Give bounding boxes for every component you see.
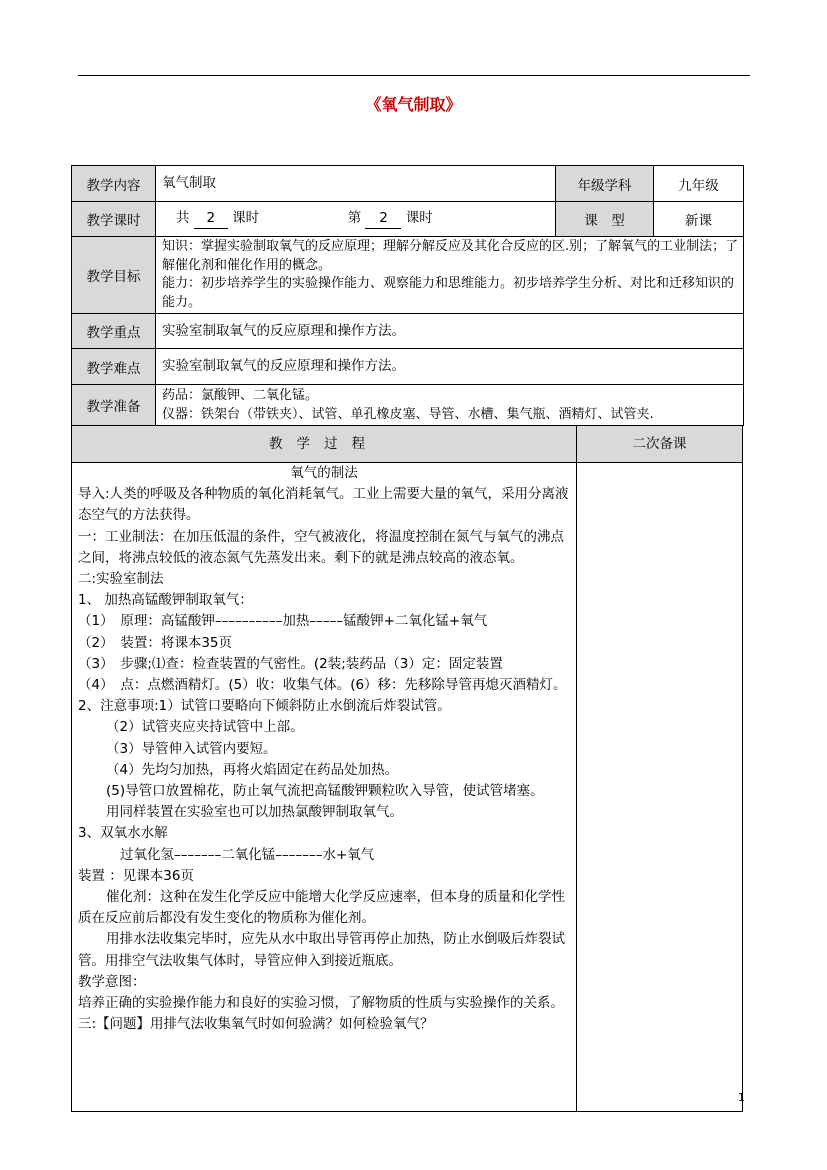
h2o2-apparatus: 装置 ：见课本36页 xyxy=(78,867,194,884)
prep-label: 教学准备 xyxy=(72,385,156,426)
step-ignite: （4） 点：点燃酒精灯。(5）收：收集气体。(6）移：先移除导管再熄灭酒精灯。 xyxy=(78,677,567,694)
step-principle: （1） 原理：高锰酸钾––––––––––加热–––––锰酸钾+二氧化锰+氧气 xyxy=(78,613,488,630)
note-5: (5)导管口放置棉花，防止氧气流把高锰酸钾颗粒吹入导管，使试管堵塞。 xyxy=(106,783,544,800)
document-title: 《氧气制取》 xyxy=(365,95,462,114)
step-apparatus: （2） 装置：将课本35页 xyxy=(78,634,233,651)
type-label: 课 型 xyxy=(556,202,654,237)
process-main-column xyxy=(71,425,576,1112)
intro-paragraph: 导入:人类的呼吸及各种物质的氧化消耗氧气。工业上需要大量的氧气，采用分离液态空气的方法获得。 xyxy=(78,486,569,524)
process-content xyxy=(72,463,576,1035)
second-prep-header: 二次备课 xyxy=(577,426,742,463)
notes-heading: 2、注意事项:1）试管口要略向下倾斜防止水倒流后炸裂试管。 xyxy=(78,698,451,715)
note-3: （3）导管伸入试管内要短。 xyxy=(106,740,277,757)
h2o2-heading: 3、双氧水水解 xyxy=(78,825,168,842)
goal-ability: 能力：初步培养学生的实验操作能力、观察能力和思维能力。初步培养学生分析、对比和迁移知识的能力。 xyxy=(162,276,735,310)
lesson-info-table xyxy=(71,165,744,426)
note-2: （2）试管夹应夹持试管中上部。 xyxy=(106,719,304,736)
catalyst-definition: 催化剂：这种在发生化学反应中能增大化学反应速率，但本身的质量和化学性质在反应前后都没有发生变化的物质称为催化剂。 xyxy=(78,889,565,927)
process-header: 教学过程 xyxy=(72,426,576,463)
goal-label: 教学目标 xyxy=(72,237,156,314)
page-number: 1 xyxy=(738,1091,745,1104)
hours-total-suffix: 课时 xyxy=(232,210,260,226)
key-label: 教学重点 xyxy=(72,314,156,349)
goal-knowledge: 知识：掌握实验制取氧气的反应原理；理解分解反应及其化合反应的区.别；了解氧气的工业制法；了解催化剂和催化作用的概念。 xyxy=(162,239,739,273)
prep-instruments: 仪器：铁架台（带铁夹）、试管、单孔橡皮塞、导管、水槽、集气瓶、酒精灯、试管夹. xyxy=(162,407,654,422)
h2o2-equation: 过氧化氢–––––––二氧化锰–––––––水+氧气 xyxy=(120,846,375,863)
question: 三:【问题】用排气法收集氧气时如何验满？如何检验氧气？ xyxy=(78,1016,434,1033)
intent-text: 培养正确的实验操作能力和良好的实验习惯，了解物质的性质与实验操作的关系。 xyxy=(78,995,564,1012)
difficulty-value: 实验室制取氧气的反应原理和操作方法。 xyxy=(156,349,744,385)
content-value: 氧气制取 xyxy=(156,166,556,202)
kclo3-note: 用同样装置在实验室也可以加热氯酸钾制取氧气。 xyxy=(106,804,403,821)
prep-value xyxy=(156,385,744,426)
teaching-process xyxy=(71,425,743,1112)
key-value: 实验室制取氧气的反应原理和操作方法。 xyxy=(156,314,744,349)
kmno4-heading: 1、 加热高锰酸钾制取氧气： xyxy=(78,592,253,609)
industrial-method: 一：工业制法：在加压低温的条件，空气被液化，将温度控制在氮气与氧气的沸点之间，将沸点较低的液态氮气先蒸发出来。剩下的就是沸点较高的液态氧。 xyxy=(78,528,564,566)
prep-chemicals: 药品：氯酸钾、二氧化锰。 xyxy=(162,388,319,403)
grade-label: 年级学科 xyxy=(556,166,654,202)
step-procedure: （3） 步骤;⑴查：检查装置的气密性。(2装;装药品（3）定：固定装置 xyxy=(78,655,503,672)
second-prep-column xyxy=(576,425,743,1112)
section-title: 氧气的制法 xyxy=(290,465,358,481)
difficulty-label: 教学难点 xyxy=(72,349,156,385)
hours-current-suffix: 课时 xyxy=(405,210,433,226)
note-4: （4）先均匀加热，再将火焰固定在药品处加热。 xyxy=(106,761,399,778)
type-value: 新课 xyxy=(654,202,744,237)
hours-value xyxy=(156,202,556,237)
hours-label: 教学课时 xyxy=(72,202,156,237)
goal-value xyxy=(156,237,744,314)
lab-method-heading: 二:实验室制法 xyxy=(78,571,164,588)
collection-note: 用排水法收集完毕时，应先从水中取出导管再停止加热，防止水倒吸后炸裂试管。用排空气法收集气体时，导管应伸入到接近瓶底。 xyxy=(78,931,565,969)
content-label: 教学内容 xyxy=(72,166,156,202)
hours-total-prefix: 共 xyxy=(176,210,190,226)
header-rule xyxy=(78,75,750,76)
hours-current: 2 xyxy=(365,209,401,229)
grade-value: 九年级 xyxy=(654,166,744,202)
intent-heading: 教学意图： xyxy=(78,973,146,990)
hours-total: 2 xyxy=(194,209,228,229)
hours-current-prefix: 第 xyxy=(347,210,362,226)
